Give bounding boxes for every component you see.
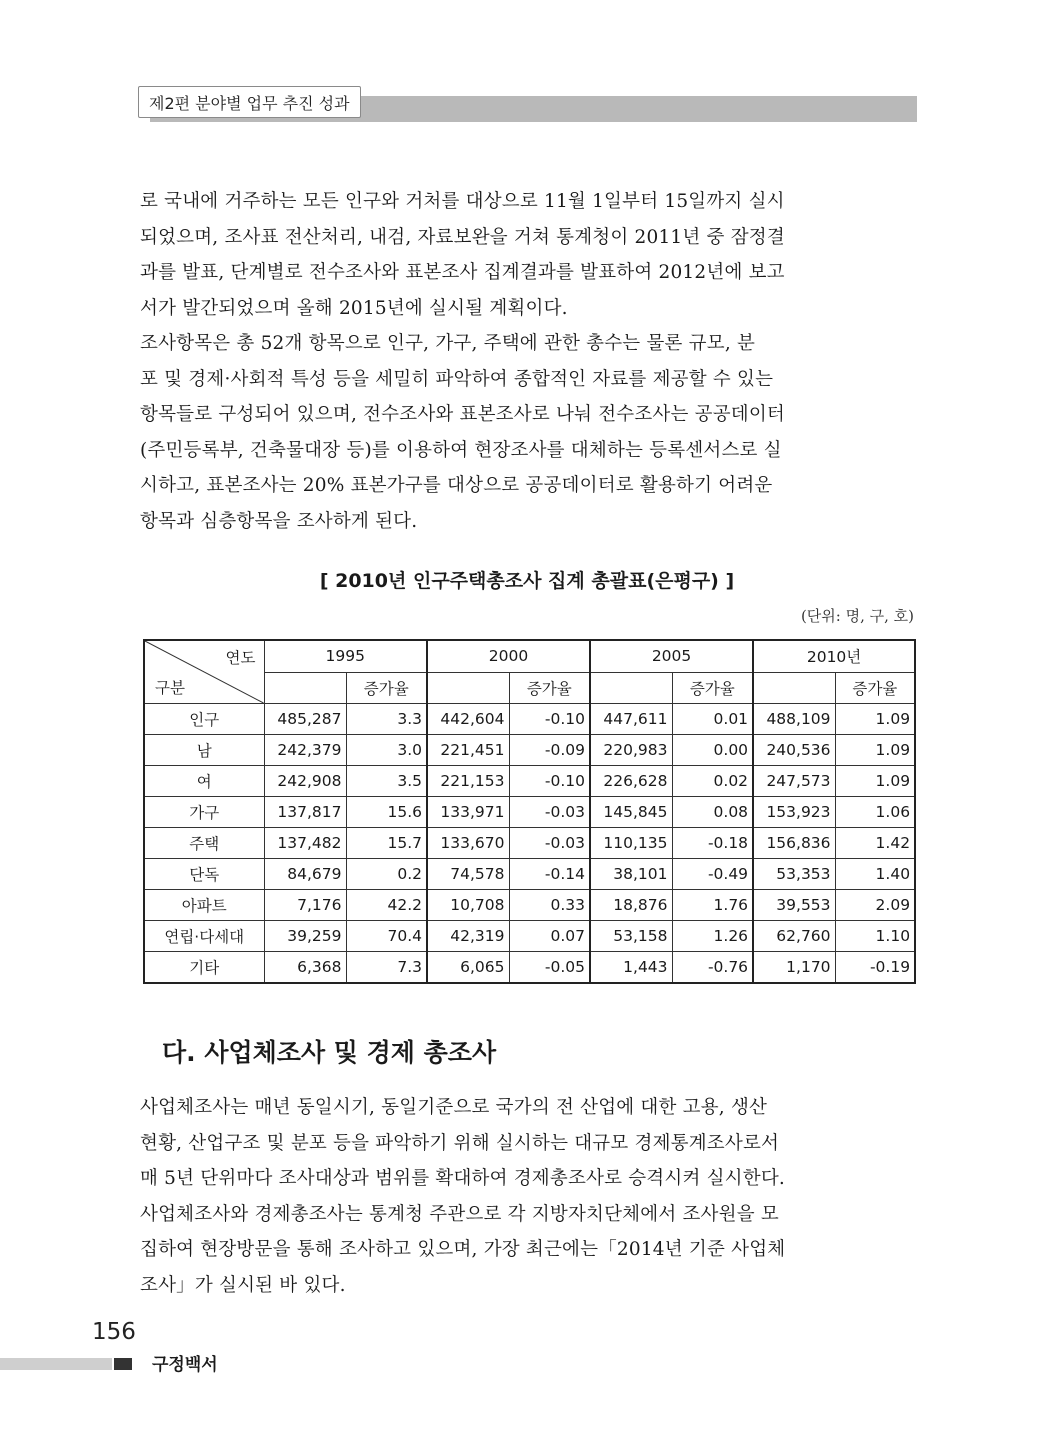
rate-cell: 0.07 xyxy=(509,921,590,952)
paragraph-3 xyxy=(140,1090,914,1303)
corner-year-label: 연도 xyxy=(225,649,256,667)
rate-cell: 1.09 xyxy=(835,735,915,766)
rate-cell: -0.49 xyxy=(672,859,753,890)
rate-cell: 15.6 xyxy=(346,797,427,828)
table-title: [ 2010년 인구주택총조사 집계 총괄표(은평구) ] xyxy=(319,570,735,592)
rate-subheader: 증가율 xyxy=(346,672,427,704)
row-label: 주택 xyxy=(144,828,264,859)
rate-cell: -0.09 xyxy=(509,735,590,766)
table-row xyxy=(144,890,915,921)
rate-cell: 3.5 xyxy=(346,766,427,797)
table-row xyxy=(144,921,915,952)
text-line: (주민등록부, 건축물대장 등)를 이용하여 현장조사를 대체하는 등록센서스로 실 xyxy=(140,439,782,461)
rate-cell: 1.42 xyxy=(835,828,915,859)
value-cell: 7,176 xyxy=(264,890,346,921)
value-cell: 62,760 xyxy=(753,921,835,952)
corner-category-label: 구분 xyxy=(155,679,185,697)
row-label: 아파트 xyxy=(144,890,264,921)
text-line: 사업체조사와 경제총조사는 통계청 주관으로 각 지방자치단체에서 조사원을 모 xyxy=(140,1203,779,1225)
text-line: 조사항목은 총 52개 항목으로 인구, 가구, 주택에 관한 총수는 물론 규모, 분 xyxy=(140,333,756,354)
value-cell: 42,319 xyxy=(427,921,509,952)
value-cell: 137,817 xyxy=(264,797,346,828)
value-cell: 247,573 xyxy=(753,766,835,797)
text-line: 시하고, 표본조사는 20% 표본가구를 대상으로 공공데이터로 활용하기 어려운 xyxy=(140,475,773,496)
table-row xyxy=(144,859,915,890)
rate-cell: 15.7 xyxy=(346,828,427,859)
census-table xyxy=(143,639,916,984)
value-cell: 39,259 xyxy=(264,921,346,952)
table-unit: (단위: 명, 구, 호) xyxy=(800,607,914,625)
text-line: 로 국내에 거주하는 모든 인구와 거처를 대상으로 11월 1일부터 15일까지 실시 xyxy=(140,191,785,212)
year-header: 2010년 xyxy=(753,640,915,672)
rate-cell: 0.01 xyxy=(672,704,753,735)
rate-cell: 2.09 xyxy=(835,890,915,921)
value-cell: 153,923 xyxy=(753,797,835,828)
table-row xyxy=(144,766,915,797)
text-line: 현황, 산업구조 및 분포 등을 파악하기 위해 실시하는 대규모 경제통계조사로서 xyxy=(140,1132,780,1154)
value-cell: 133,971 xyxy=(427,797,509,828)
rate-subheader: 증가율 xyxy=(835,672,915,704)
text-line: 되었으며, 조사표 전산처리, 내검, 자료보완을 거쳐 통계청이 2011년 중 잠정결 xyxy=(140,226,785,248)
rate-cell: -0.76 xyxy=(672,952,753,984)
paragraph-2 xyxy=(140,326,914,539)
table-corner-cell xyxy=(144,640,264,704)
rate-subheader: 증가율 xyxy=(509,672,590,704)
value-cell: 18,876 xyxy=(590,890,672,921)
rate-cell: -0.03 xyxy=(509,828,590,859)
table-row xyxy=(144,735,915,766)
text-line: 매 5년 단위마다 조사대상과 범위를 확대하여 경제총조사로 승격시켜 실시한다. xyxy=(140,1168,785,1189)
rate-cell: 42.2 xyxy=(346,890,427,921)
footer-marker xyxy=(114,1358,132,1370)
rate-cell: 1.09 xyxy=(835,704,915,735)
value-cell: 133,670 xyxy=(427,828,509,859)
rate-cell: 1.76 xyxy=(672,890,753,921)
rate-cell: -0.03 xyxy=(509,797,590,828)
value-cell: 145,845 xyxy=(590,797,672,828)
value-cell: 240,536 xyxy=(753,735,835,766)
value-cell: 447,611 xyxy=(590,704,672,735)
value-cell: 39,553 xyxy=(753,890,835,921)
value-subheader xyxy=(264,672,346,704)
paragraph-1 xyxy=(140,184,914,326)
value-cell: 221,153 xyxy=(427,766,509,797)
rate-cell: -0.05 xyxy=(509,952,590,984)
year-header: 1995 xyxy=(264,640,427,672)
value-subheader xyxy=(753,672,835,704)
rate-subheader: 증가율 xyxy=(672,672,753,704)
row-label: 단독 xyxy=(144,859,264,890)
text-line: 조사」가 실시된 바 있다. xyxy=(140,1274,346,1296)
value-cell: 6,368 xyxy=(264,952,346,984)
text-line: 포 및 경제·사회적 특성 등을 세밀히 파악하여 종합적인 자료를 제공할 수 있는 xyxy=(140,368,774,390)
value-cell: 242,379 xyxy=(264,735,346,766)
value-cell: 442,604 xyxy=(427,704,509,735)
year-header: 2000 xyxy=(427,640,590,672)
row-label: 가구 xyxy=(144,797,264,828)
value-cell: 84,679 xyxy=(264,859,346,890)
row-label: 남 xyxy=(144,735,264,766)
table-row xyxy=(144,797,915,828)
text-line: 집하여 현장방문을 통해 조사하고 있으며, 가장 최근에는「2014년 기준 사업체 xyxy=(140,1239,786,1260)
section-header: 제2편 분야별 업무 추진 성과 xyxy=(138,86,361,118)
table-row xyxy=(144,704,915,735)
rate-cell: 70.4 xyxy=(346,921,427,952)
year-header: 2005 xyxy=(590,640,753,672)
text-line: 과를 발표, 단계별로 전수조사와 표본조사 집계결과를 발표하여 2012년에 보고 xyxy=(140,262,785,283)
section-title: 다. 사업체조사 및 경제 총조사 xyxy=(162,1038,497,1067)
rate-cell: -0.18 xyxy=(672,828,753,859)
table-row xyxy=(144,828,915,859)
value-subheader xyxy=(590,672,672,704)
row-label: 여 xyxy=(144,766,264,797)
rate-cell: 3.0 xyxy=(346,735,427,766)
rate-cell: 0.08 xyxy=(672,797,753,828)
value-subheader xyxy=(427,672,509,704)
rate-cell: 0.2 xyxy=(346,859,427,890)
rate-cell: -0.10 xyxy=(509,704,590,735)
value-cell: 1,443 xyxy=(590,952,672,984)
text-line: 사업체조사는 매년 동일시기, 동일기준으로 국가의 전 산업에 대한 고용, 생산 xyxy=(140,1097,768,1118)
rate-cell: 0.02 xyxy=(672,766,753,797)
row-label: 연립·다세대 xyxy=(144,921,264,952)
text-line: 항목과 심층항목을 조사하게 된다. xyxy=(140,510,418,532)
rate-cell: -0.10 xyxy=(509,766,590,797)
rate-cell: 3.3 xyxy=(346,704,427,735)
value-cell: 137,482 xyxy=(264,828,346,859)
rate-cell: 1.26 xyxy=(672,921,753,952)
value-cell: 53,353 xyxy=(753,859,835,890)
value-cell: 10,708 xyxy=(427,890,509,921)
rate-cell: 7.3 xyxy=(346,952,427,984)
row-label: 인구 xyxy=(144,704,264,735)
rate-cell: 0.33 xyxy=(509,890,590,921)
value-cell: 53,158 xyxy=(590,921,672,952)
value-cell: 220,983 xyxy=(590,735,672,766)
row-label: 기타 xyxy=(144,952,264,984)
table-row xyxy=(144,952,915,984)
rate-cell: 1.10 xyxy=(835,921,915,952)
footer-bar xyxy=(0,1358,112,1370)
value-cell: 221,451 xyxy=(427,735,509,766)
rate-cell: -0.19 xyxy=(835,952,915,984)
value-cell: 242,908 xyxy=(264,766,346,797)
rate-cell: 1.40 xyxy=(835,859,915,890)
value-cell: 1,170 xyxy=(753,952,835,984)
page-number: 156 xyxy=(92,1319,136,1345)
rate-cell: 0.00 xyxy=(672,735,753,766)
rate-cell: 1.06 xyxy=(835,797,915,828)
rate-cell: 1.09 xyxy=(835,766,915,797)
value-cell: 485,287 xyxy=(264,704,346,735)
text-line: 서가 발간되었으며 올해 2015년에 실시될 계획이다. xyxy=(140,297,568,319)
rate-cell: -0.14 xyxy=(509,859,590,890)
value-cell: 110,135 xyxy=(590,828,672,859)
value-cell: 488,109 xyxy=(753,704,835,735)
book-title: 구정백서 xyxy=(152,1355,218,1375)
value-cell: 6,065 xyxy=(427,952,509,984)
value-cell: 38,101 xyxy=(590,859,672,890)
value-cell: 74,578 xyxy=(427,859,509,890)
value-cell: 156,836 xyxy=(753,828,835,859)
value-cell: 226,628 xyxy=(590,766,672,797)
text-line: 항목들로 구성되어 있으며, 전수조사와 표본조사로 나눠 전수조사는 공공데이터 xyxy=(140,404,785,425)
